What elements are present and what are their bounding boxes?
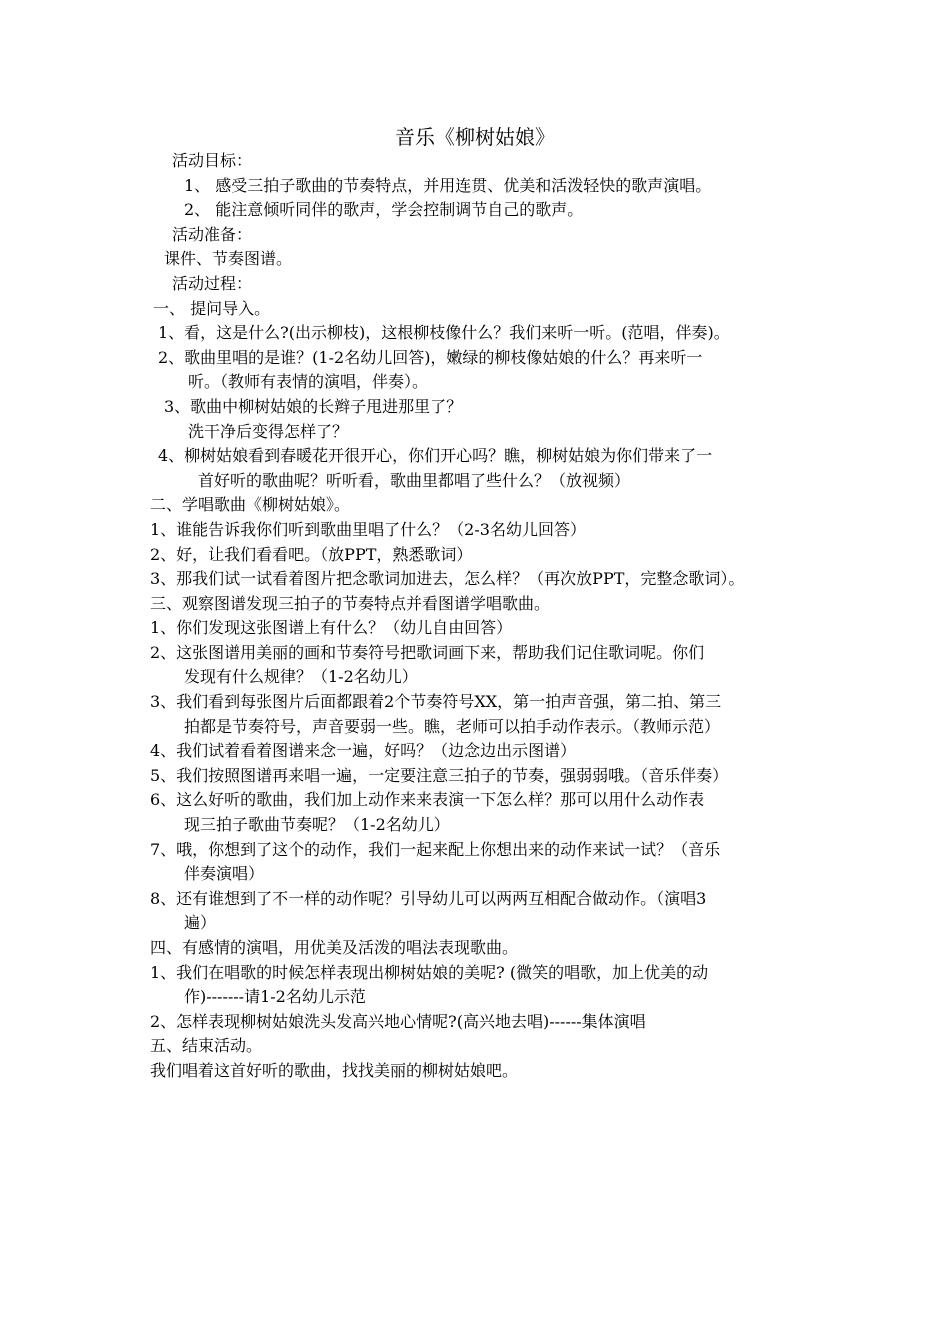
list-item: 4、柳树姑娘看到春暖花开很开心，你们开心吗？瞧，柳树姑娘为你们带来了一: [158, 446, 713, 466]
list-item-continuation: 伴奏演唱）: [184, 864, 265, 884]
list-item-continuation: 洗干净后变得怎样了？: [188, 421, 349, 441]
goal-item-1: 1、 感受三拍子歌曲的节奏特点，并用连贯、优美和活泼轻快的歌声演唱。: [184, 175, 712, 195]
list-item-continuation: 作)-------请1-2名幼儿示范: [184, 987, 366, 1007]
list-item: 1、我们在唱歌的时候怎样表现出柳树姑娘的美呢? (微笑的唱歌，加上优美的动: [150, 962, 709, 982]
list-item: 1、谁能告诉我你们听到歌曲里唱了什么？（2-3名幼儿回答）: [150, 519, 586, 539]
document-title: 音乐《柳树姑娘》: [395, 125, 555, 149]
step-heading-5: 五、结束活动。: [150, 1036, 263, 1056]
step-heading-1: 一、 提问导入。: [153, 298, 271, 318]
list-item: 3、歌曲中柳树姑娘的长辫子甩进那里了？: [164, 396, 463, 416]
list-item: 6、这么好听的歌曲，我们加上动作来来表演一下怎么样？那可以用什么动作表: [150, 790, 705, 810]
list-item-continuation: 拍都是节奏符号，声音要弱一些。瞧，老师可以拍手动作表示。（教师示范）: [184, 716, 721, 736]
list-item-continuation: 听。（教师有表情的演唱，伴奏）。: [188, 372, 429, 392]
list-item: 8、还有谁想到了不一样的动作呢？引导幼儿可以两两互相配合做动作。（演唱3: [150, 888, 707, 908]
list-item-continuation: 遍）: [184, 913, 217, 933]
step-heading-4: 四、有感情的演唱，用优美及活泼的唱法表现歌曲。: [150, 938, 519, 957]
list-item: 3、那我们试一试看着图片把念歌词加进去，怎么样？（再次放PPT，完整念歌词）。: [150, 569, 745, 589]
list-item: 1、你们发现这张图谱上有什么？（幼儿自由回答）: [150, 618, 513, 638]
list-item: 4、我们试着看着图谱来念一遍，好吗？（边念边出示图谱）: [150, 741, 577, 761]
list-item: 5、我们按照图谱再来唱一遍，一定要注意三拍子的节奏，强弱弱哦。（音乐伴奏）: [150, 765, 729, 785]
section-heading-preparation: 活动准备：: [172, 224, 253, 244]
preparation-text: 课件、节奏图谱。: [164, 249, 293, 269]
list-item: 2、这张图谱用美丽的画和节奏符号把歌词画下来，帮助我们记住歌词呢。你们: [150, 642, 705, 662]
document-body: [150, 149, 830, 1084]
list-item-continuation: 发现有什么规律？（1-2名幼儿）: [184, 667, 418, 687]
step-heading-3: 三、观察图谱发现三拍子的节奏特点并看图谱学唱歌曲。: [150, 593, 551, 613]
closing-text: 我们唱着这首好听的歌曲，找找美丽的柳树姑娘吧。: [150, 1060, 519, 1080]
list-item: 2、好，让我们看看吧。（放PPT，熟悉歌词）: [150, 544, 473, 564]
goal-item-2: 2、 能注意倾听同伴的歌声，学会控制调节自己的歌声。: [184, 200, 584, 220]
list-item: 2、怎样表现柳树姑娘洗头发高兴地心情呢?(高兴地去唱)------集体演唱: [150, 1011, 646, 1031]
list-item: 2、歌曲里唱的是谁？(1-2名幼儿回答)，嫩绿的柳枝像姑娘的什么？再来听一: [158, 347, 703, 367]
list-item: 1、看，这是什么?(出示柳枝)，这根柳枝像什么？我们来听一听。(范唱，伴奏)。: [158, 323, 730, 343]
step-heading-2: 二、学唱歌曲《柳树姑娘》。: [150, 495, 351, 515]
list-item: 3、我们看到每张图片后面都跟着2个节奏符号XX，第一拍声音强，第二拍、第三: [150, 692, 722, 712]
list-item: 7、哦，你想到了这个的动作，我们一起来配上你想出来的动作来试一试？（音乐: [150, 839, 721, 859]
section-heading-goals: 活动目标：: [172, 151, 253, 170]
list-item-continuation: 现三拍子歌曲节奏呢？（1-2名幼儿）: [184, 815, 450, 835]
section-heading-process: 活动过程：: [172, 273, 253, 293]
list-item-continuation: 首好听的歌曲呢？听听看，歌曲里都唱了些什么？（放视频）: [198, 470, 631, 490]
